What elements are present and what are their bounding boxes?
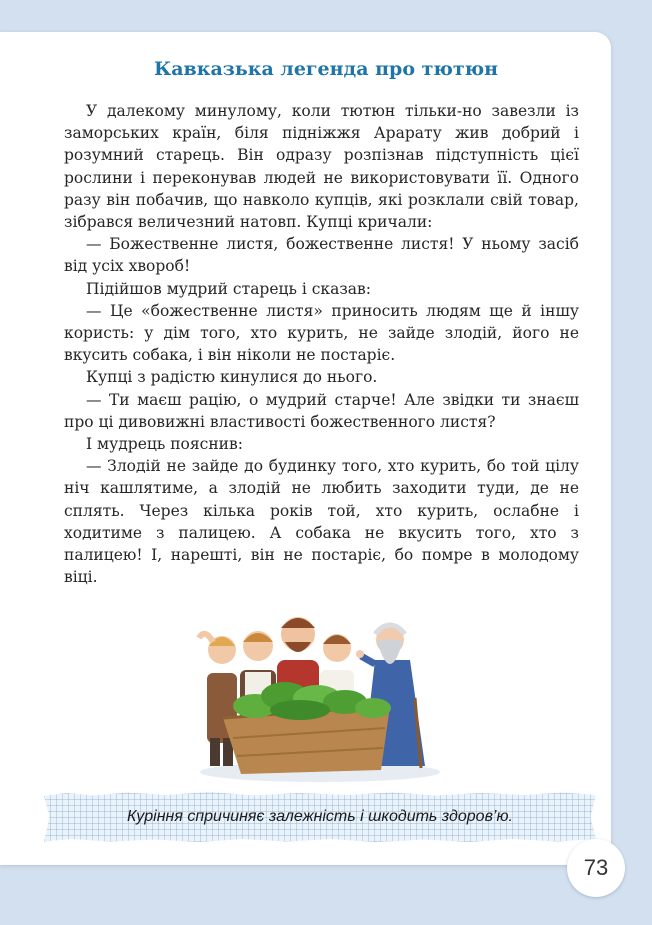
paragraph: Підійшов мудрий старець і сказав: — [86, 279, 371, 298]
paragraph: — Це «божественне листя» приносить людям ще й іншу користь: у дім того, хто курить, не зайде злодій, його не вкусить собака, і він ніколи не постаріє. — [64, 301, 579, 365]
paragraph: — Ти маєш рацію, о мудрий старче! Але звідки ти знаєш про ці дивовижні властивості божественного листя? — [64, 390, 579, 431]
illustration-merchants-and-sage — [185, 598, 455, 783]
page-title: Кавказька легенда про тютюн — [153, 58, 499, 80]
paragraph: І мудрець пояснив: — [86, 435, 243, 454]
paragraph: У далекому минулому, коли тютюн тільки-но завезли із заморських країн, біля підніжжя Арарату жив добрий і розумний старець. Він одразу розпізнав підступність цієї рослини і переконував людей не використовувати її. Одного разу він побачив, що навколо купців, які розклали свій товар, зібрався величезний натовп. Купці кричали: — [64, 102, 579, 232]
paragraph: — Злодій не зайде до будинку того, хто курить, бо той цілу ніч кашлятиме, а злодій не любить заходити туди, де не сплять. Через кілька років той, хто курить, ослабне і ходитиме з палицею. А собака не вкусить того, хто з палицею! І, нарешті, він не постаріє, бо помре в молодому віці. — [64, 457, 579, 587]
paragraph: Купці з радістю кинулися до нього. — [86, 368, 378, 387]
story-text — [64, 100, 579, 588]
paragraph: — Божественне листя, божественне листя! У ньому засіб від усіх хвороб! — [64, 235, 579, 276]
merchant-figure — [199, 634, 237, 766]
warning-text: Куріння спричиняє залежність і шкодить здоров’ю. — [127, 808, 513, 825]
page-number: 73 — [567, 839, 625, 897]
